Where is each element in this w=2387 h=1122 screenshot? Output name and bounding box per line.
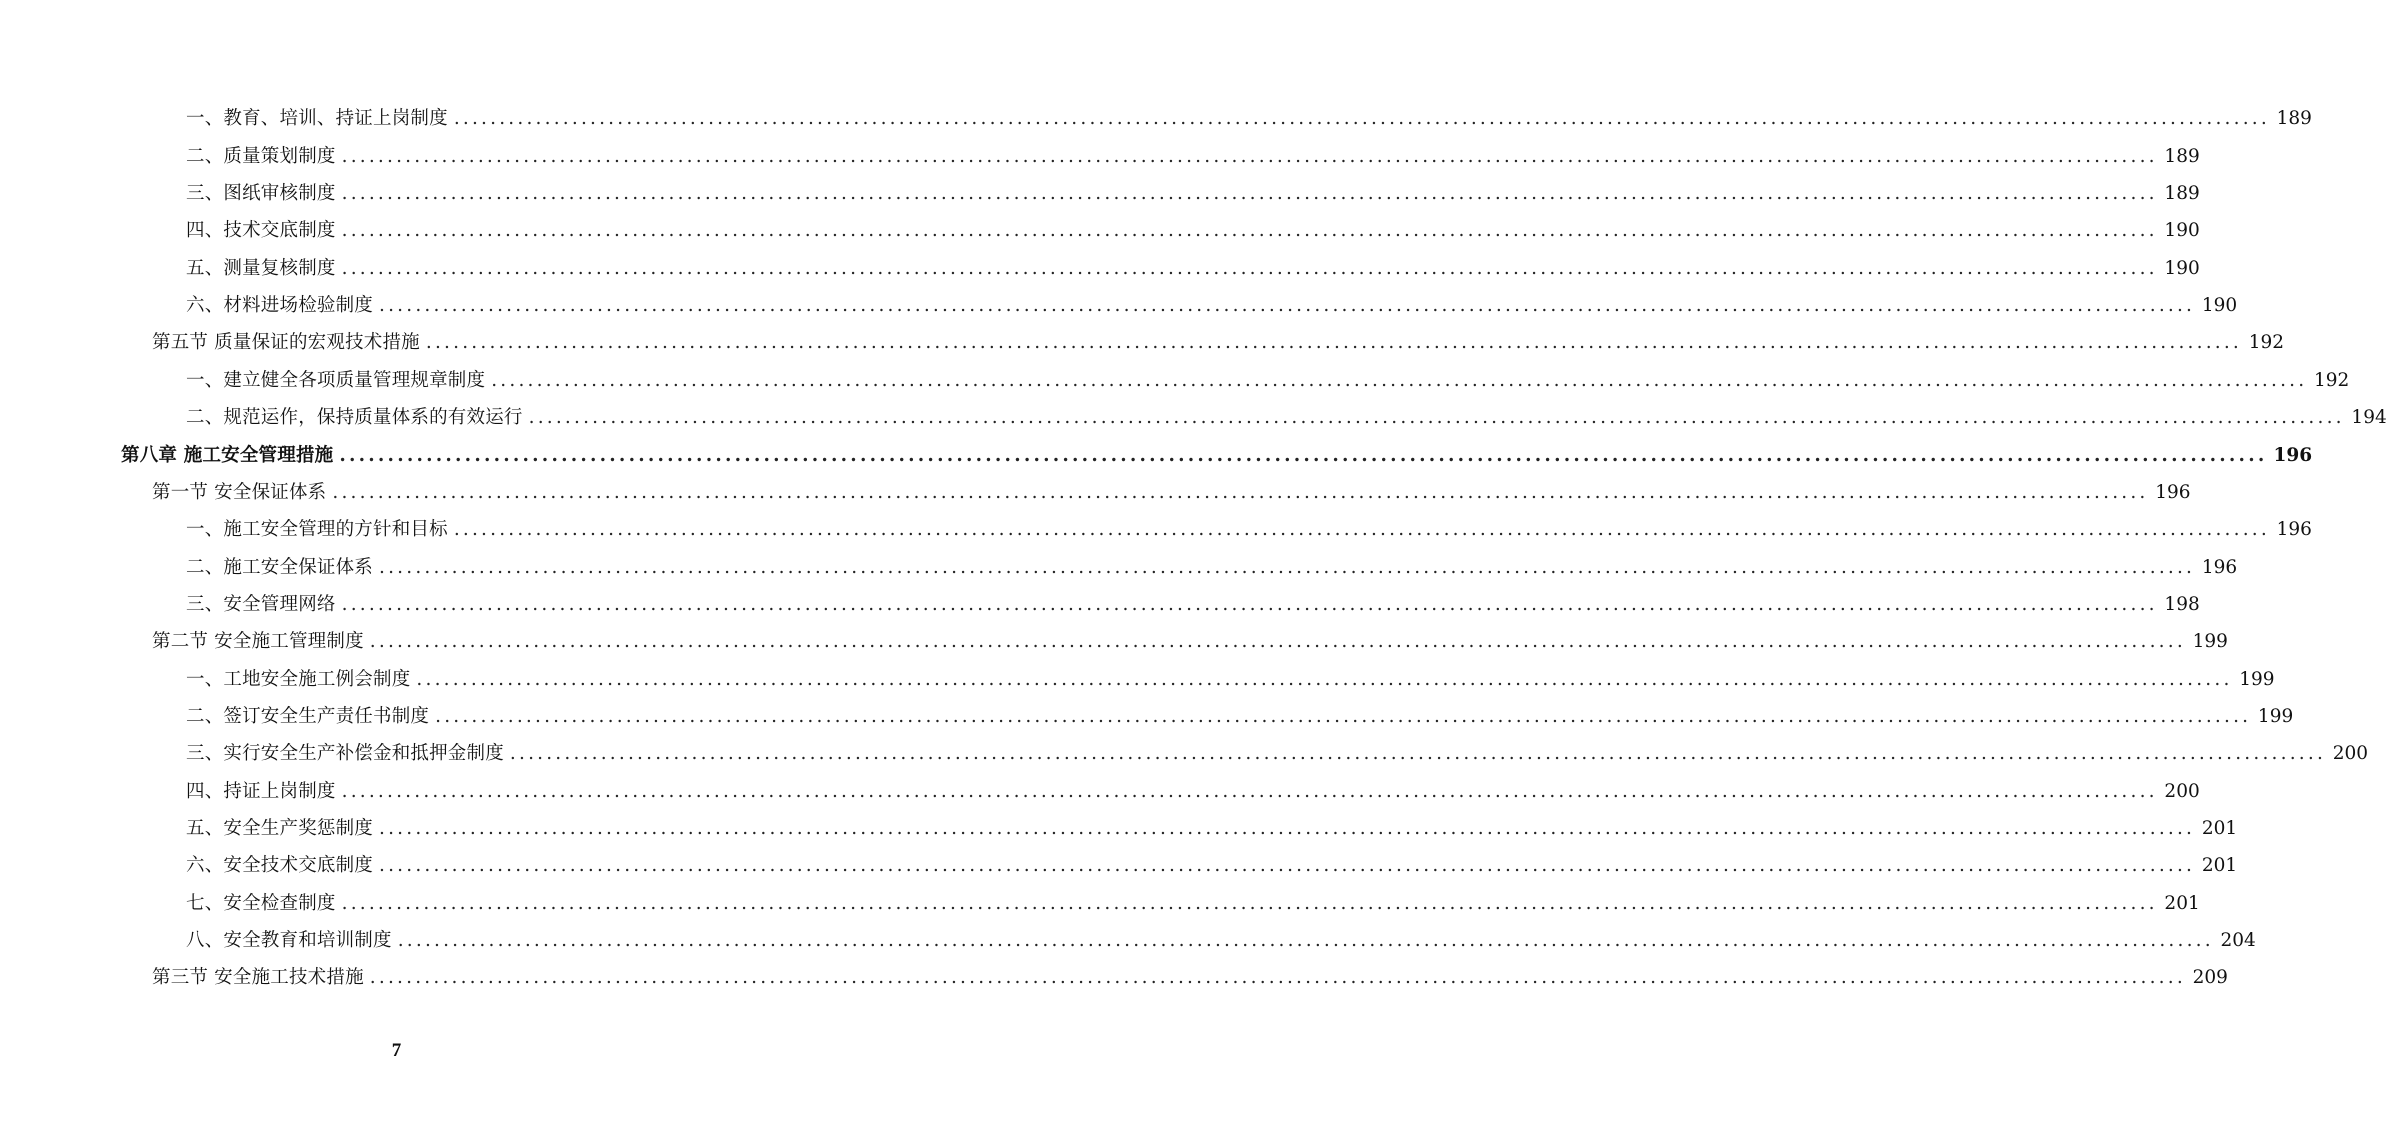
toc-entry-page: 196 — [2155, 481, 2191, 503]
toc-entry-item[interactable] — [0, 362, 2350, 399]
toc-entry-section[interactable] — [0, 624, 2228, 661]
toc-leader-dots: ........................................................................................................................................................................................................ — [379, 817, 2196, 839]
toc-leader-dots: ........................................................................................................................................................................................................ — [341, 183, 2158, 205]
toc-entry-item[interactable] — [0, 250, 2200, 287]
toc-entry-page: 196 — [2276, 519, 2312, 541]
toc-entry-label: 一、教育、培训、持证上岗制度 — [186, 108, 448, 130]
toc-entry-label: 三、实行安全生产补偿金和抵押金制度 — [186, 743, 504, 765]
toc-leader-dots: ........................................................................................................................................................................................................ — [509, 743, 2327, 765]
toc-entry-label: 第一节 安全保证体系 — [152, 481, 327, 503]
toc-leader-dots: ........................................................................................................................................................................................................ — [341, 257, 2158, 279]
toc-leader-dots: ........................................................................................................................................................................................................ — [379, 295, 2196, 317]
toc-entry-page: 200 — [2164, 780, 2200, 802]
toc-entry-label: 二、签订安全生产责任书制度 — [186, 705, 430, 727]
toc-entry-section[interactable] — [0, 960, 2228, 997]
toc-entry-label: 八、安全教育和培训制度 — [186, 929, 392, 951]
toc-entry-label: 一、施工安全管理的方针和目标 — [186, 519, 448, 541]
toc-entry-chapter[interactable] — [0, 437, 2313, 474]
toc-entry-item[interactable] — [0, 138, 2200, 175]
toc-entry-page: 201 — [2164, 892, 2200, 914]
toc-entry-page: 189 — [2164, 145, 2200, 167]
toc-entry-page: 189 — [2276, 108, 2312, 130]
toc-entry-item[interactable] — [0, 213, 2200, 250]
toc-entry-item[interactable] — [0, 586, 2200, 623]
toc-entry-page: 204 — [2220, 929, 2256, 951]
toc-entry-item[interactable] — [0, 736, 2369, 773]
toc-entry-section[interactable] — [0, 325, 2285, 362]
toc-entry-item[interactable] — [0, 661, 2275, 698]
toc-entry-page: 199 — [2257, 705, 2294, 727]
toc-entry-label: 第三节 安全施工技术措施 — [152, 967, 364, 989]
toc-leader-dots: ........................................................................................................................................................................................................ — [369, 631, 2186, 653]
toc-entry-label: 一、建立健全各项质量管理规章制度 — [186, 369, 486, 391]
toc-entry-item[interactable] — [0, 811, 2238, 848]
toc-entry-page: 200 — [2332, 743, 2369, 765]
toc-leader-dots: ........................................................................................................................................................................................................ — [341, 220, 2158, 242]
toc-entry-label: 七、安全检查制度 — [186, 892, 336, 914]
toc-entry-item[interactable] — [0, 848, 2238, 885]
toc-entry-item[interactable] — [0, 699, 2294, 736]
toc-entry-label: 一、工地安全施工例会制度 — [186, 668, 411, 690]
toc-entry-page: 209 — [2192, 967, 2228, 989]
toc-leader-dots: ........................................................................................................................................................................................................ — [453, 108, 2270, 130]
toc-entry-page: 189 — [2164, 183, 2200, 205]
toc-entry-label: 第八章 施工安全管理措施 — [121, 444, 334, 466]
toc-entry-label: 二、规范运作，保持质量体系的有效运行 — [186, 407, 523, 429]
toc-entry-page: 196 — [2201, 556, 2238, 578]
toc-entry-item[interactable] — [0, 101, 2312, 138]
toc-entry-page: 198 — [2164, 593, 2200, 615]
toc-entry-label: 五、测量复核制度 — [186, 257, 336, 279]
toc-leader-dots: ........................................................................................................................................................................................................ — [528, 407, 2345, 429]
toc-leader-dots: ........................................................................................................................................................................................................ — [425, 332, 2243, 354]
toc-entry-label: 四、技术交底制度 — [186, 220, 336, 242]
toc-leader-dots: ........................................................................................................................................................................................................ — [435, 705, 2252, 727]
toc-leader-dots: ........................................................................................................................................................................................................ — [332, 481, 2149, 503]
toc-leader-dots: ........................................................................................................................................................................................................ — [397, 929, 2214, 951]
toc-entry-label: 五、安全生产奖惩制度 — [186, 817, 374, 839]
toc-entry-item[interactable] — [0, 288, 2238, 325]
toc-entry-page: 201 — [2201, 855, 2238, 877]
toc-leader-dots: ........................................................................................................................................................................................................ — [369, 967, 2186, 989]
toc-leader-dots: ........................................................................................................................................................................................................ — [341, 892, 2158, 914]
toc-entry-item[interactable] — [0, 176, 2200, 213]
toc-leader-dots: ........................................................................................................................................................................................................ — [341, 780, 2158, 802]
toc-entry-page: 192 — [2314, 369, 2350, 391]
toc-leader-dots: ........................................................................................................................................................................................................ — [341, 145, 2158, 167]
toc-entry-item[interactable] — [0, 400, 2387, 437]
toc-entry-label: 二、施工安全保证体系 — [186, 556, 374, 578]
toc-entry-page: 199 — [2239, 668, 2275, 690]
toc-leader-dots: ........................................................................................................................................................................................................ — [379, 556, 2196, 578]
toc-entry-page: 190 — [2201, 295, 2238, 317]
toc-entry-item[interactable] — [0, 549, 2238, 586]
toc-entry-label: 六、材料进场检验制度 — [186, 295, 374, 317]
toc-entry-label: 第二节 安全施工管理制度 — [152, 631, 364, 653]
toc-entry-section[interactable] — [0, 474, 2191, 511]
toc-entry-page: 199 — [2192, 631, 2228, 653]
toc-entry-label: 二、质量策划制度 — [186, 145, 336, 167]
toc-leader-dots: ........................................................................................................................................................................................................ — [491, 369, 2308, 391]
toc-entry-page: 201 — [2201, 817, 2238, 839]
toc-leader-dots: ........................................................................................................................................................................................................ — [416, 668, 2233, 690]
toc-entry-label: 三、安全管理网络 — [186, 593, 336, 615]
table-of-contents — [0, 101, 2387, 997]
toc-leader-dots: ........................................................................................................................................................................................................ — [339, 444, 2268, 466]
toc-entry-label: 六、安全技术交底制度 — [186, 855, 374, 877]
toc-entry-page: 196 — [2273, 444, 2313, 466]
toc-entry-item[interactable] — [0, 512, 2312, 549]
toc-entry-item[interactable] — [0, 885, 2200, 922]
toc-leader-dots: ........................................................................................................................................................................................................ — [341, 593, 2158, 615]
toc-leader-dots: ........................................................................................................................................................................................................ — [379, 855, 2196, 877]
toc-entry-label: 四、持证上岗制度 — [186, 780, 336, 802]
toc-entry-page: 190 — [2164, 257, 2200, 279]
toc-entry-item[interactable] — [0, 923, 2256, 960]
toc-entry-item[interactable] — [0, 773, 2200, 810]
toc-entry-page: 190 — [2164, 220, 2200, 242]
page-number: 7 — [391, 1040, 402, 1061]
toc-entry-label: 第五节 质量保证的宏观技术措施 — [152, 332, 420, 354]
toc-entry-page: 194 — [2351, 407, 2387, 429]
toc-leader-dots: ........................................................................................................................................................................................................ — [453, 519, 2270, 541]
toc-entry-page: 192 — [2248, 332, 2285, 354]
toc-entry-label: 三、图纸审核制度 — [186, 183, 336, 205]
